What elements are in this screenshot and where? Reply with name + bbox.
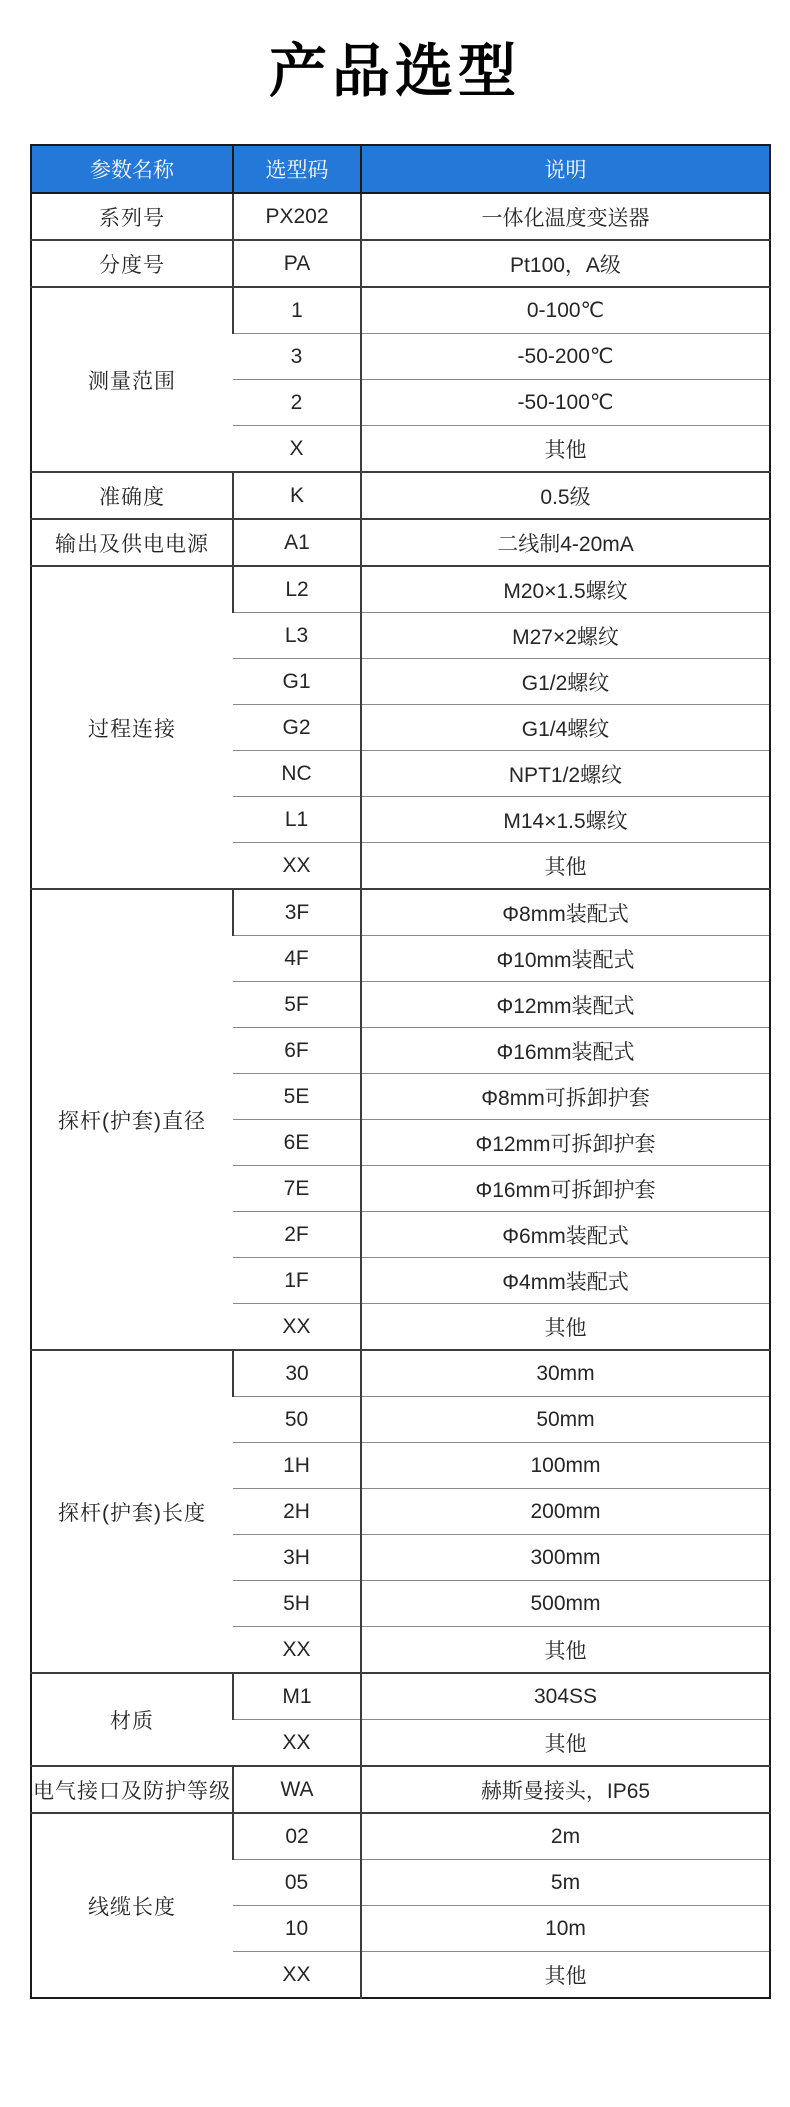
table-row (31, 1766, 770, 1813)
description-cell: Φ16mm装配式 (361, 1028, 770, 1074)
description-cell: 5m (361, 1860, 770, 1906)
param-name-cell: 探杆(护套)长度 (31, 1350, 233, 1673)
table-row (31, 1350, 770, 1397)
header-description: 说明 (361, 145, 770, 193)
selection-code-cell: XX (233, 1952, 361, 1999)
header-param-name: 参数名称 (31, 145, 233, 193)
description-cell: G1/4螺纹 (361, 705, 770, 751)
description-cell: 0.5级 (361, 472, 770, 519)
description-cell: 2m (361, 1813, 770, 1860)
description-cell: Φ4mm装配式 (361, 1258, 770, 1304)
selection-code-cell: 4F (233, 936, 361, 982)
description-cell: Φ8mm可拆卸护套 (361, 1074, 770, 1120)
description-cell: M14×1.5螺纹 (361, 797, 770, 843)
selection-code-cell: 6F (233, 1028, 361, 1074)
description-cell: 200mm (361, 1489, 770, 1535)
selection-code-cell: A1 (233, 519, 361, 566)
selection-code-cell: M1 (233, 1673, 361, 1720)
selection-code-cell: 2 (233, 380, 361, 426)
table-row (31, 566, 770, 613)
selection-code-cell: 3 (233, 334, 361, 380)
table-row (31, 472, 770, 519)
param-name-cell: 电气接口及防护等级 (31, 1766, 233, 1813)
description-cell: M20×1.5螺纹 (361, 566, 770, 613)
selection-code-cell: XX (233, 1304, 361, 1351)
selection-code-cell: XX (233, 843, 361, 890)
selection-code-cell: G1 (233, 659, 361, 705)
param-name-cell: 材质 (31, 1673, 233, 1766)
table-row (31, 287, 770, 334)
selection-table-body (31, 193, 770, 1998)
table-row (31, 1673, 770, 1720)
selection-code-cell: 3F (233, 889, 361, 936)
description-cell: Φ12mm可拆卸护套 (361, 1120, 770, 1166)
description-cell: Φ16mm可拆卸护套 (361, 1166, 770, 1212)
selection-code-cell: 50 (233, 1397, 361, 1443)
description-cell: 304SS (361, 1673, 770, 1720)
param-name-cell: 探杆(护套)直径 (31, 889, 233, 1350)
description-cell: 其他 (361, 843, 770, 890)
param-name-cell: 准确度 (31, 472, 233, 519)
selection-code-cell: 2F (233, 1212, 361, 1258)
description-cell: Φ6mm装配式 (361, 1212, 770, 1258)
description-cell: 50mm (361, 1397, 770, 1443)
selection-code-cell: 1 (233, 287, 361, 334)
selection-code-cell: PX202 (233, 193, 361, 240)
selection-code-cell: 5H (233, 1581, 361, 1627)
selection-code-cell: PA (233, 240, 361, 287)
selection-code-cell: 02 (233, 1813, 361, 1860)
description-cell: Φ8mm装配式 (361, 889, 770, 936)
description-cell: -50-100℃ (361, 380, 770, 426)
description-cell: Φ12mm装配式 (361, 982, 770, 1028)
selection-table (30, 144, 771, 1999)
description-cell: NPT1/2螺纹 (361, 751, 770, 797)
header-selection-code: 选型码 (233, 145, 361, 193)
selection-table-header (31, 145, 770, 193)
description-cell: G1/2螺纹 (361, 659, 770, 705)
description-cell: 一体化温度变送器 (361, 193, 770, 240)
selection-code-cell: 2H (233, 1489, 361, 1535)
selection-code-cell: L1 (233, 797, 361, 843)
description-cell: -50-200℃ (361, 334, 770, 380)
selection-code-cell: L3 (233, 613, 361, 659)
selection-code-cell: 05 (233, 1860, 361, 1906)
description-cell: 500mm (361, 1581, 770, 1627)
description-cell: 300mm (361, 1535, 770, 1581)
description-cell: Pt100，A级 (361, 240, 770, 287)
table-row (31, 193, 770, 240)
param-name-cell: 分度号 (31, 240, 233, 287)
selection-code-cell: X (233, 426, 361, 473)
selection-code-cell: G2 (233, 705, 361, 751)
description-cell: 其他 (361, 1304, 770, 1351)
description-cell: 其他 (361, 1952, 770, 1999)
selection-code-cell: 30 (233, 1350, 361, 1397)
selection-code-cell: 10 (233, 1906, 361, 1952)
selection-code-cell: WA (233, 1766, 361, 1813)
description-cell: M27×2螺纹 (361, 613, 770, 659)
header-row (31, 145, 770, 193)
description-cell: 赫斯曼接头，IP65 (361, 1766, 770, 1813)
selection-code-cell: 5F (233, 982, 361, 1028)
selection-code-cell: K (233, 472, 361, 519)
selection-code-cell: 6E (233, 1120, 361, 1166)
selection-code-cell: XX (233, 1627, 361, 1674)
description-cell: 100mm (361, 1443, 770, 1489)
param-name-cell: 线缆长度 (31, 1813, 233, 1998)
param-name-cell: 过程连接 (31, 566, 233, 889)
selection-code-cell: 1H (233, 1443, 361, 1489)
param-name-cell: 输出及供电电源 (31, 519, 233, 566)
description-cell: 其他 (361, 426, 770, 473)
table-row (31, 240, 770, 287)
selection-code-cell: L2 (233, 566, 361, 613)
description-cell: 其他 (361, 1627, 770, 1674)
selection-code-cell: NC (233, 751, 361, 797)
selection-code-cell: 3H (233, 1535, 361, 1581)
selection-code-cell: 7E (233, 1166, 361, 1212)
description-cell: 10m (361, 1906, 770, 1952)
selection-code-cell: 5E (233, 1074, 361, 1120)
table-row (31, 519, 770, 566)
description-cell: 其他 (361, 1720, 770, 1767)
description-cell: 30mm (361, 1350, 770, 1397)
selection-code-cell: 1F (233, 1258, 361, 1304)
selection-code-cell: XX (233, 1720, 361, 1767)
page-title: 产品选型 (268, 39, 521, 104)
description-cell: Φ10mm装配式 (361, 936, 770, 982)
description-cell: 二线制4-20mA (361, 519, 770, 566)
table-row (31, 1813, 770, 1860)
param-name-cell: 系列号 (31, 193, 233, 240)
table-row (31, 889, 770, 936)
param-name-cell: 测量范围 (31, 287, 233, 472)
description-cell: 0-100℃ (361, 287, 770, 334)
